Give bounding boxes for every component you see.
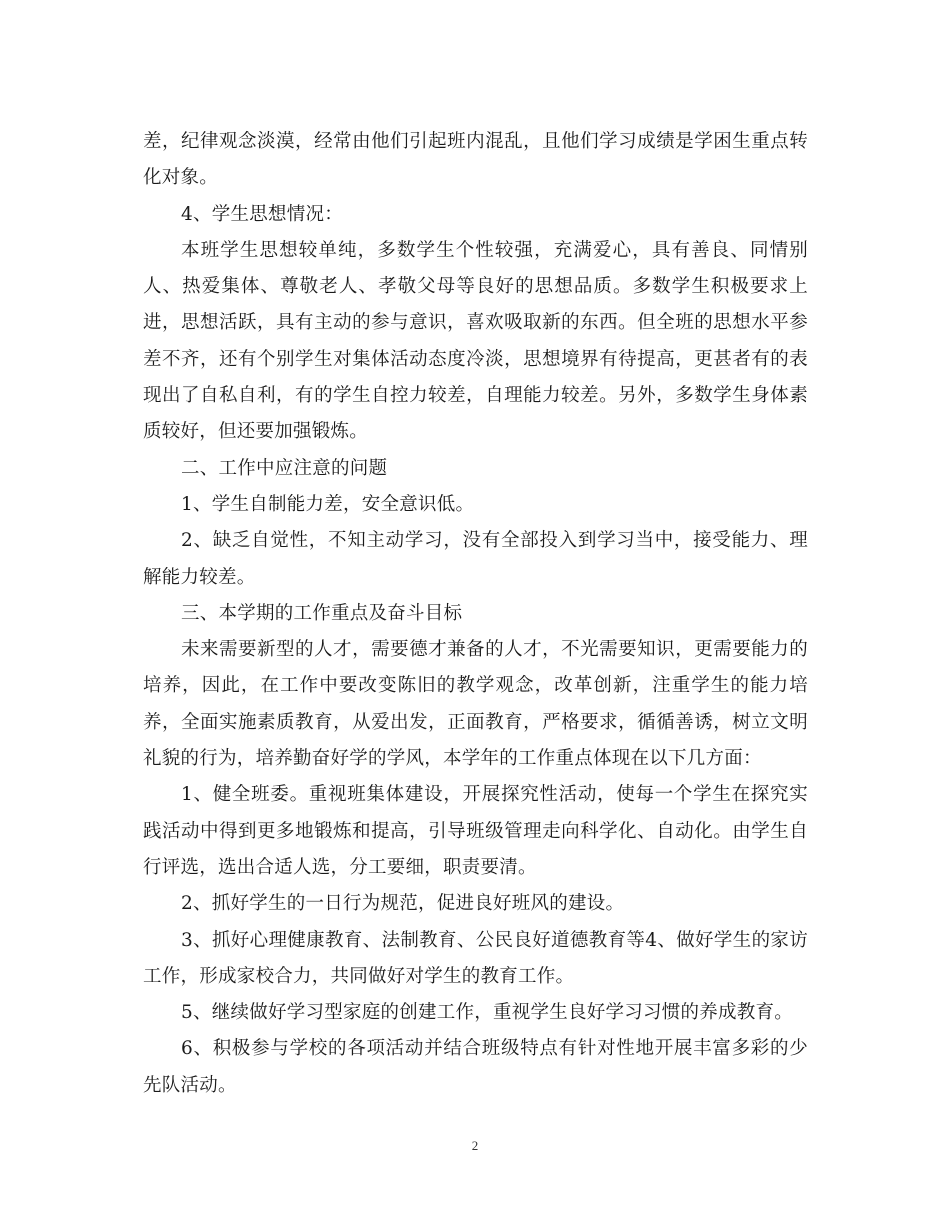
section-heading-goals: 三、本学期的工作重点及奋斗目标 bbox=[181, 602, 463, 624]
page-number: 2 bbox=[471, 1138, 479, 1153]
document-body bbox=[143, 124, 808, 1104]
paragraph-continued: 差，纪律观念淡漠，经常由他们引起班内混乱，且他们学习成绩是学困生重点转化对象。 bbox=[143, 131, 808, 189]
list-item-goal-6: 6、积极参与学校的各项活动并结合班级特点有针对性地开展丰富多彩的少先队活动。 bbox=[143, 1038, 808, 1096]
paragraph-student-thoughts: 本班学生思想较单纯，多数学生个性较强，充满爱心，具有善良、同情别人、热爱集体、尊敬老人、孝敬父母等良好的思想品质。多数学生积极要求上进，思想活跃，具有主动的参与意识，喜欢吸取新的东西。但全班的思想水平参差不齐，还有个别学生对集体活动态度冷淡，思想境界有待提高，更甚者有的表现出了自私自利，有的学生自控力较差，自理能力较差。另外，多数学生身体素质较好，但还要加强锻炼。 bbox=[143, 239, 808, 443]
paragraph-goals-intro: 未来需要新型的人才，需要德才兼备的人才，不光需要知识，更需要能力的培养，因此，在工作中要改变陈旧的教学观念，改革创新，注重学生的能力培养，全面实施素质教育，从爱出发，正面教育，严格要求，循循善诱，树立文明礼貌的行为，培养勤奋好学的学风，本学年的工作重点体现在以下几方面： bbox=[143, 639, 808, 770]
list-item-goal-1: 1、健全班委。重视班集体建设，开展探究性活动，使每一个学生在探究实践活动中得到更多地锻炼和提高，引导班级管理走向科学化、自动化。由学生自行评选，选出合适人选，分工要细，职责要清。 bbox=[143, 784, 808, 878]
list-item-goal-3-4: 3、抓好心理健康教育、法制教育、公民良好道德教育等4、做好学生的家访工作，形成家校合力，共同做好对学生的教育工作。 bbox=[143, 929, 808, 987]
paragraph-heading-student-thoughts: 4、学生思想情况： bbox=[181, 203, 344, 225]
list-item-goal-5: 5、继续做好学习型家庭的创建工作，重视学生良好学习习惯的养成教育。 bbox=[181, 1002, 794, 1024]
list-item-goal-2: 2、抓好学生的一日行为规范，促进良好班风的建设。 bbox=[181, 893, 625, 915]
list-item-issue-1: 1、学生自制能力差，安全意识低。 bbox=[181, 493, 475, 515]
list-item-issue-2: 2、缺乏自觉性，不知主动学习，没有全部投入到学习当中，接受能力、理解能力较差。 bbox=[143, 530, 808, 588]
section-heading-issues: 二、工作中应注意的问题 bbox=[181, 457, 388, 479]
